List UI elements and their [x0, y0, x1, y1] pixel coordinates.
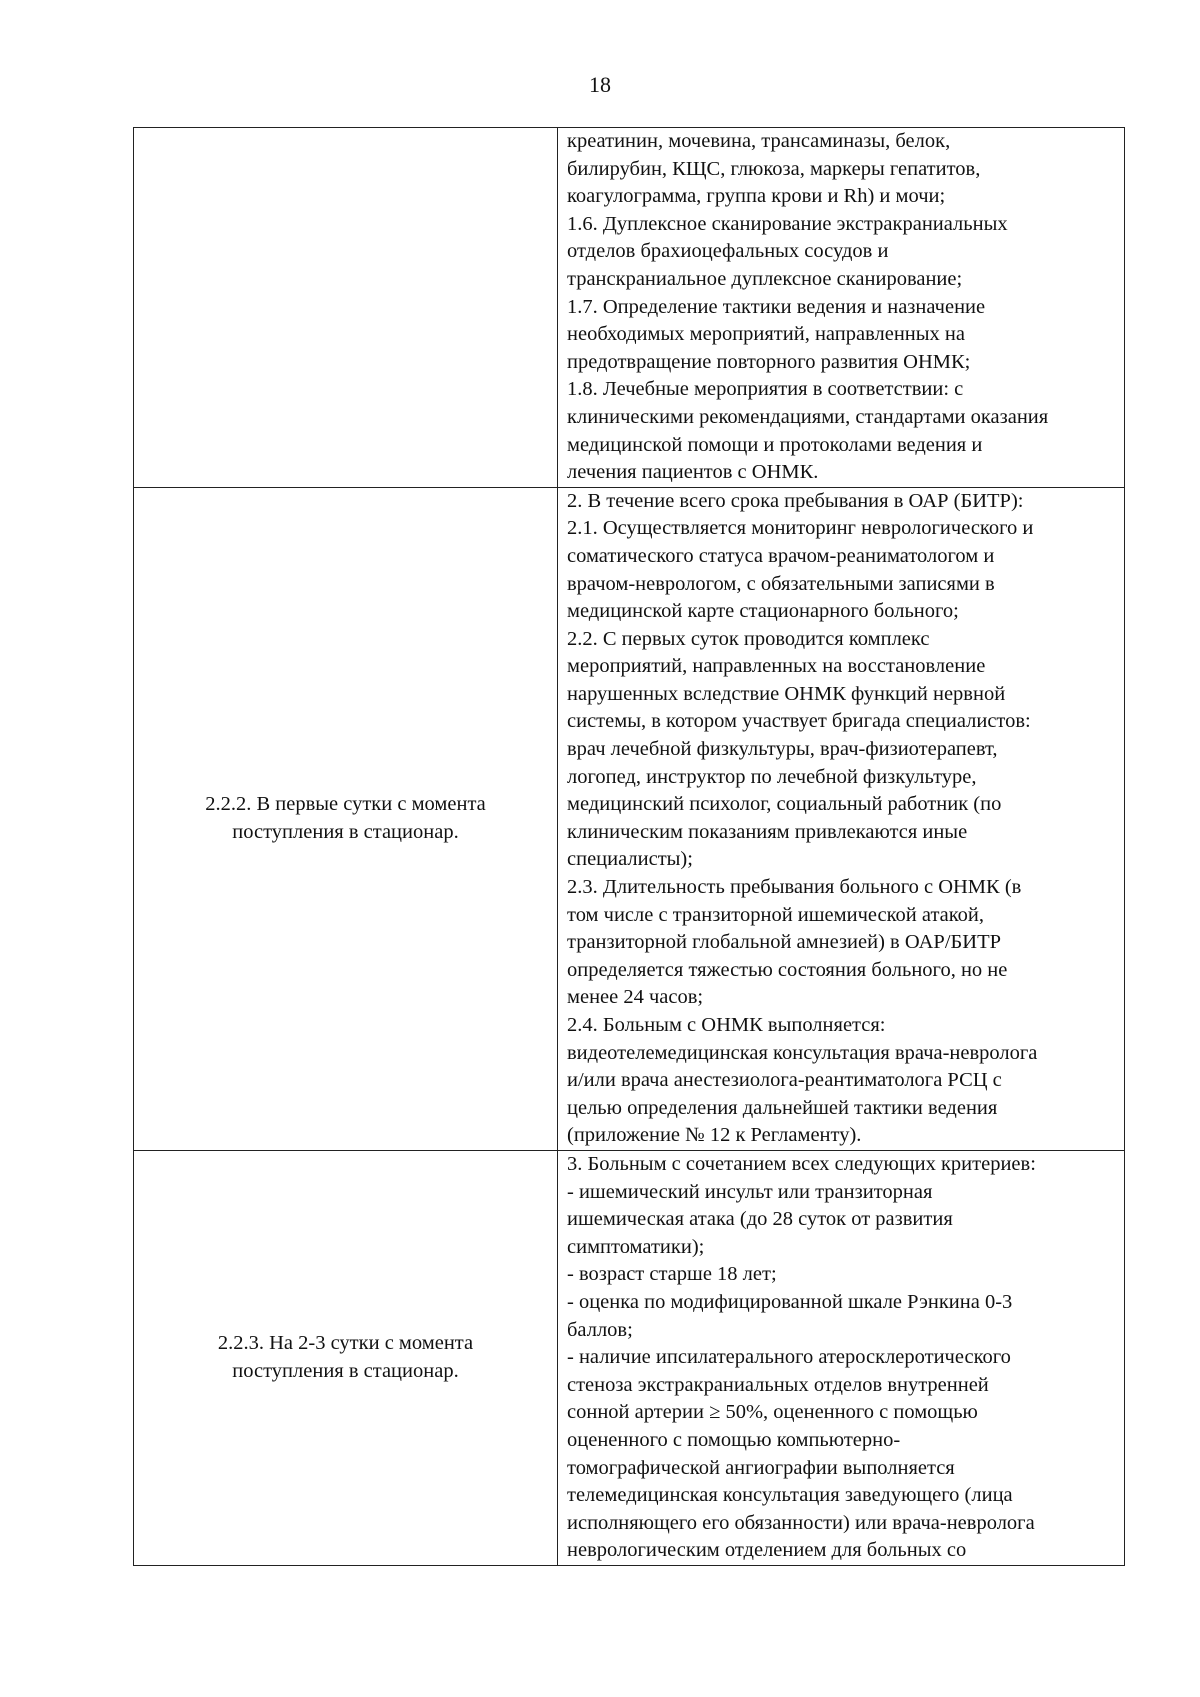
measure-line: транзиторной глобальной амнезией) в ОАР/БИТР [567, 931, 1002, 954]
measure-line: - возраст старше 18 лет; [567, 1263, 777, 1286]
measure-line: 3. Больным с сочетанием всех следующих критериев: [567, 1152, 1036, 1175]
measure-line: (приложение № 12 к Регламенту). [567, 1124, 862, 1147]
measure-line: креатинин, мочевина, трансаминазы, белок, [567, 130, 951, 152]
measure-line: - наличие ипсилатерального атеросклеротического [567, 1346, 1011, 1369]
measure-line: исполняющего его обязанности) или врача-невролога [567, 1511, 1035, 1534]
measure-line: транскраниальное дуплексное сканирование; [567, 267, 963, 290]
measure-line: врач лечебной физкультуры, врач-физиотерапевт, [567, 738, 998, 761]
table-row [134, 487, 1125, 1150]
measure-line: 2.4. Больным с ОНМК выполняется: [567, 1014, 886, 1036]
measure-line: лечения пациентов с ОНМК. [567, 461, 819, 484]
page-number: 18 [589, 72, 611, 97]
stage-label: 2.2.3. На 2-3 сутки с момента поступления в стационар. [217, 1332, 474, 1382]
measures-cell [558, 487, 1125, 1150]
table-row [134, 128, 1125, 488]
measure-line: видеотелемедицинская консультация врача-невролога [567, 1041, 1038, 1064]
stage-label: 2.2.2. В первые сутки с момента поступления в стационар. [205, 793, 486, 843]
measure-line: клиническими рекомендациями, стандартами оказания [567, 405, 1049, 428]
measure-line: 1.6. Дуплексное сканирование экстракраниальных [567, 212, 1008, 235]
measure-line: стеноза экстракраниальных отделов внутренней [567, 1373, 989, 1396]
measure-line: и/или врача анестезиолога-реантиматолога РСЦ с [567, 1069, 1002, 1092]
measure-line: отделов брахиоцефальных сосудов и [567, 240, 889, 263]
measures-cell [558, 1150, 1125, 1565]
table-row [134, 1150, 1125, 1565]
measure-line: симптоматики); [567, 1235, 705, 1258]
measure-line: медицинский психолог, социальный работник (по [567, 793, 1002, 816]
stage-cell [134, 487, 558, 1150]
regulation-table [133, 127, 1125, 1566]
measure-line: оцененного с помощью компьютерно- [567, 1428, 901, 1451]
measure-line: нарушенных вследствие ОНМК функций нервной [567, 682, 1006, 705]
measure-line: врачом-неврологом, с обязательными записями в [567, 572, 995, 595]
measure-line: сонной артерии ≥ 50%, оцененного с помощью [567, 1401, 978, 1424]
measure-line: - ишемический инсульт или транзиторная [567, 1180, 933, 1203]
measure-line: ишемическая атака (до 28 суток от развития [567, 1208, 953, 1231]
measure-line: коагулограмма, группа крови и Rh) и мочи; [567, 185, 946, 208]
measure-line: билирубин, КЩС, глюкоза, маркеры гепатитов, [567, 157, 981, 180]
measures-cell [558, 128, 1125, 488]
measure-line: специалисты); [567, 848, 693, 871]
measure-line: системы, в котором участвует бригада специалистов: [567, 710, 1031, 733]
measure-line: 2.1. Осуществляется мониторинг неврологического и [567, 517, 1034, 540]
measure-line: телемедицинская консультация заведующего (лица [567, 1484, 1013, 1507]
measure-line: - оценка по модифицированной шкале Рэнкина 0-3 [567, 1290, 1013, 1313]
measure-line: 1.7. Определение тактики ведения и назначение [567, 295, 986, 318]
measure-line: медицинской карте стационарного больного; [567, 600, 959, 623]
measure-line: 1.8. Лечебные мероприятия в соответствии: с [567, 378, 964, 401]
measure-line: определяется тяжестью состояния больного, но не [567, 958, 1008, 981]
stage-cell [134, 1150, 558, 1565]
measure-line: логопед, инструктор по лечебной физкультуре, [567, 765, 977, 788]
measure-line: неврологическим отделением для больных со [567, 1539, 967, 1562]
measure-line: мероприятий, направленных на восстановление [567, 655, 986, 678]
measure-line: медицинской помощи и протоколами ведения и [567, 433, 983, 456]
stage-cell [134, 128, 558, 488]
measure-line: целью определения дальнейшей тактики ведения [567, 1096, 998, 1119]
measure-line: клиническим показаниям привлекаются иные [567, 820, 968, 843]
measure-line: 2.2. С первых суток проводится комплекс [567, 627, 930, 650]
measure-line: том числе с транзиторной ишемической атакой, [567, 903, 985, 926]
measure-line: томографической ангиографии выполняется [567, 1456, 955, 1479]
measure-line: необходимых мероприятий, направленных на [567, 323, 965, 346]
measure-line: соматического статуса врачом-реаниматологом и [567, 544, 995, 567]
measure-line: менее 24 часов; [567, 986, 704, 1009]
measure-line: баллов; [567, 1318, 633, 1341]
table-body [134, 128, 1125, 1566]
measure-line: предотвращение повторного развития ОНМК; [567, 350, 971, 373]
measure-line: 2.3. Длительность пребывания больного с ОНМК (в [567, 876, 1022, 899]
measure-line: 2. В течение всего срока пребывания в ОАР (БИТР): [567, 489, 1024, 512]
